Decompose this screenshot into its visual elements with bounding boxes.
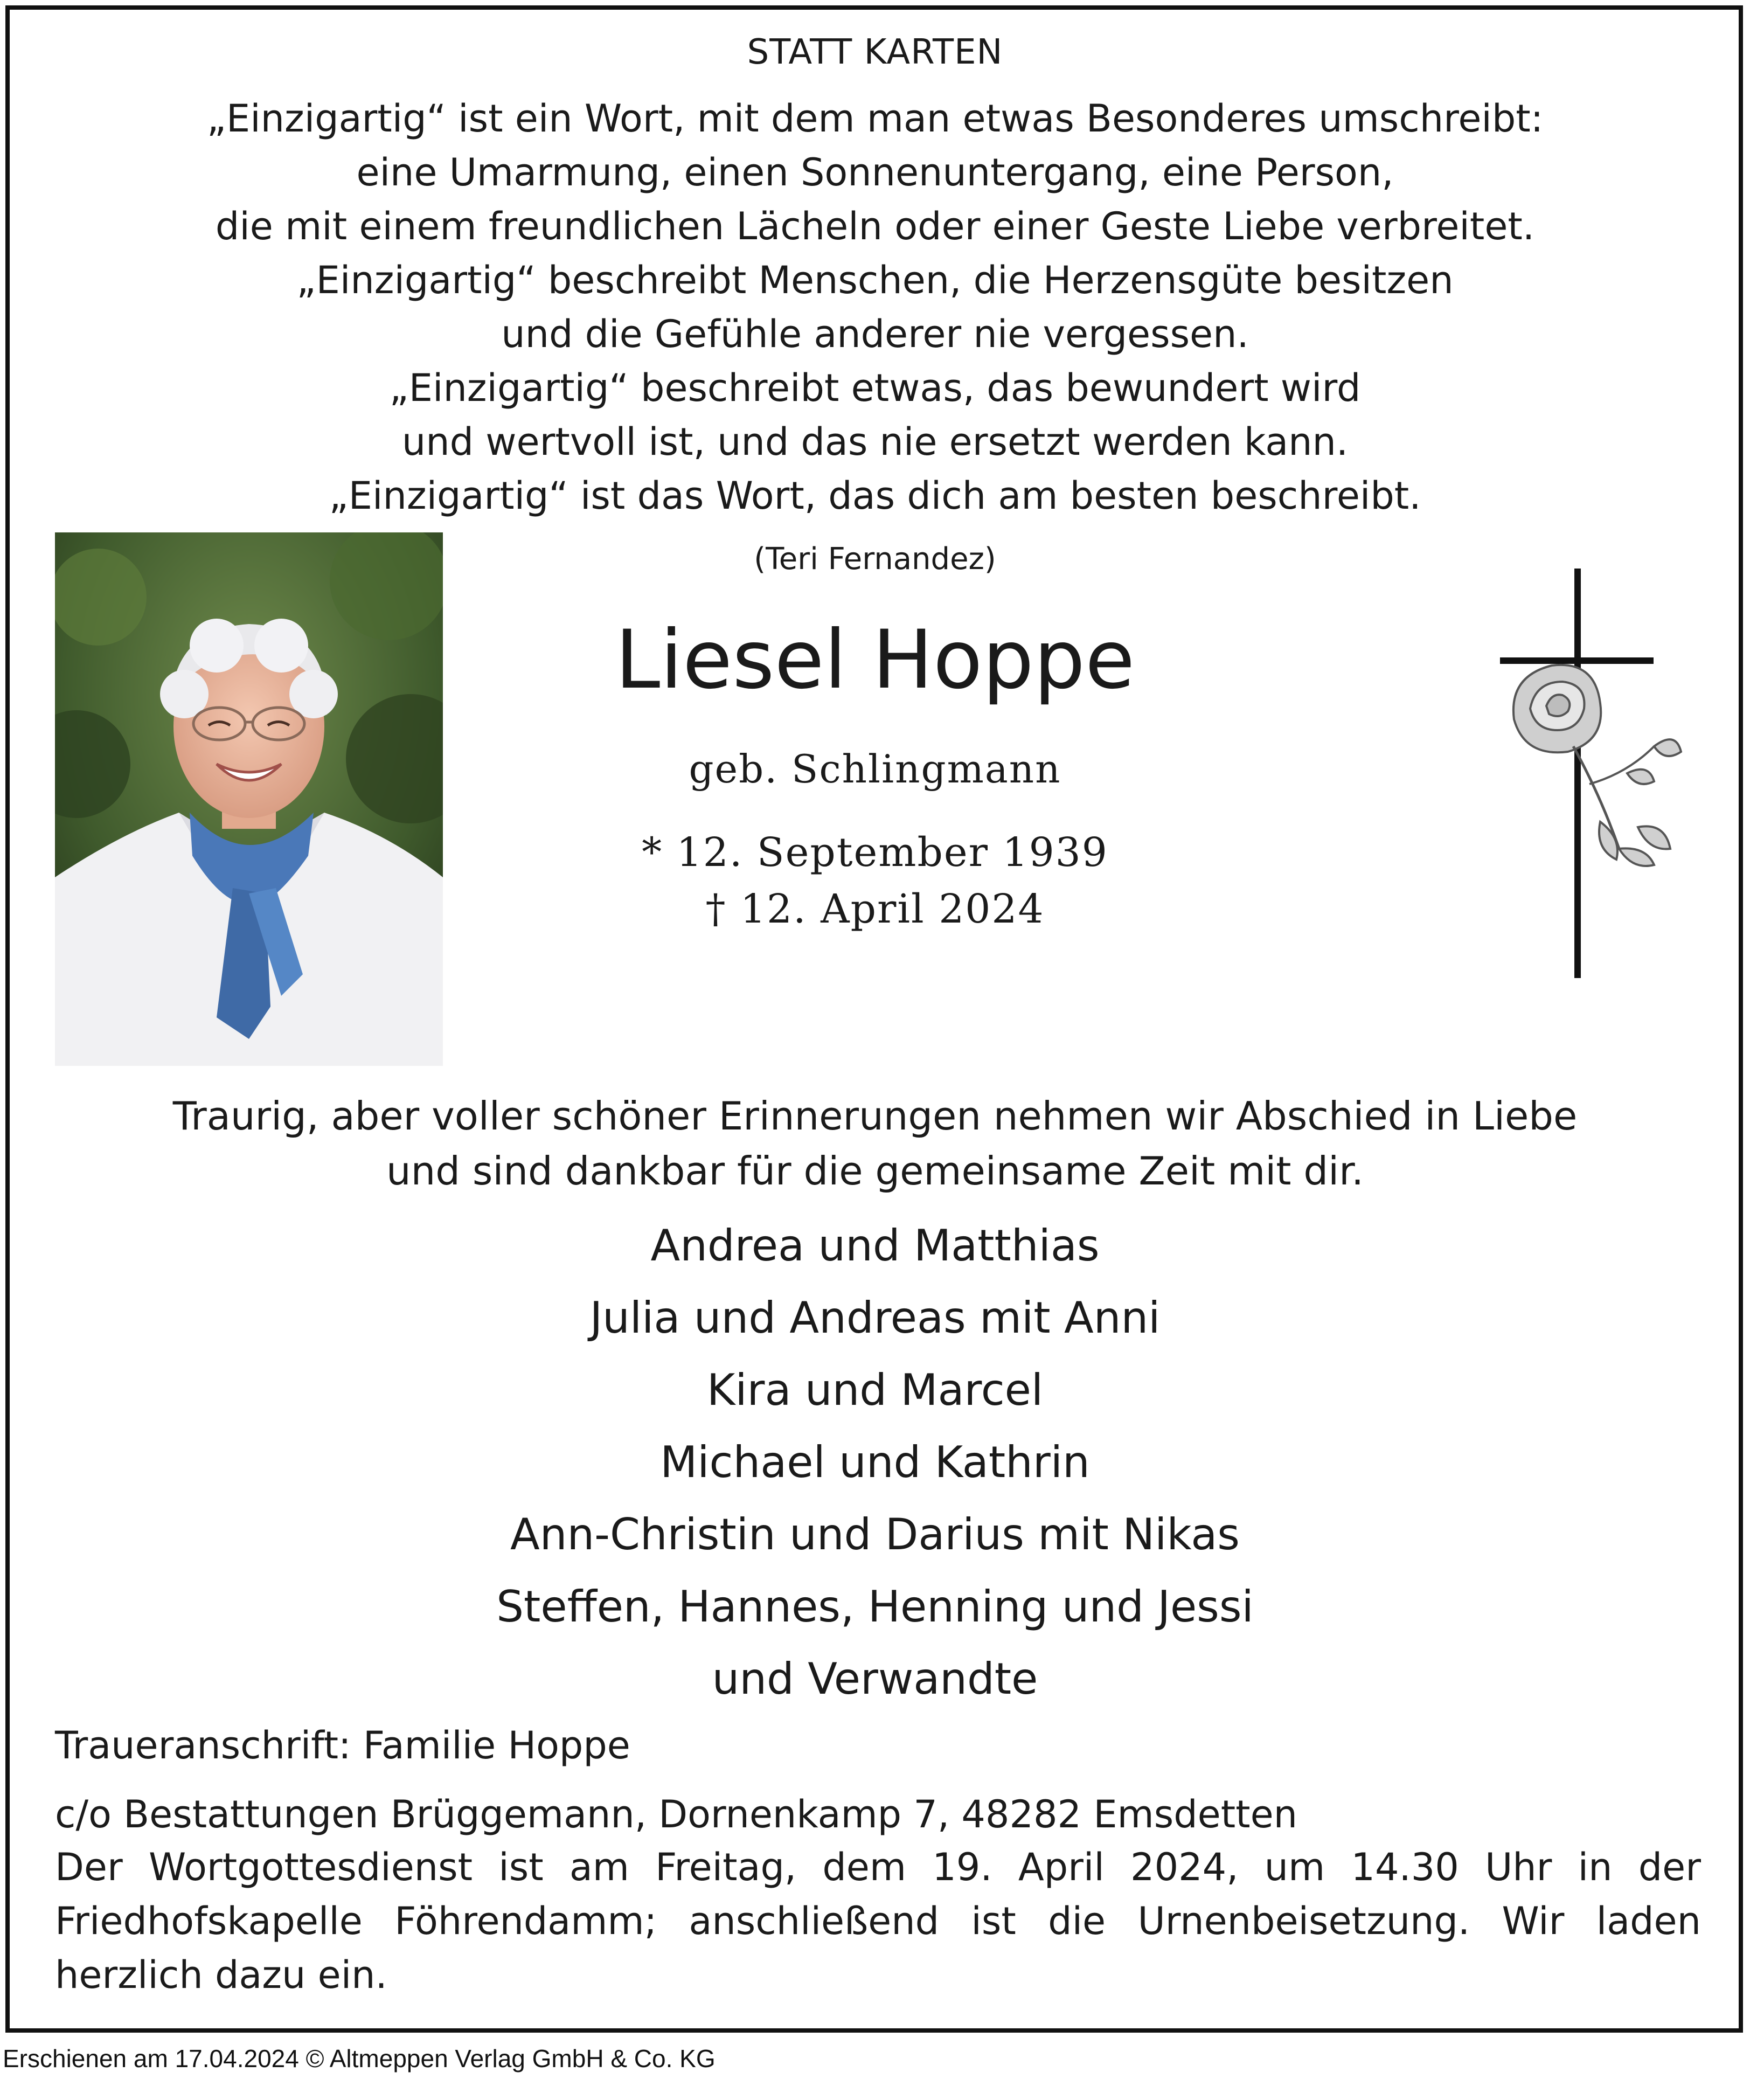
mourner: Andrea und Matthias — [650, 1221, 1100, 1271]
mourner: und Verwandte — [712, 1654, 1038, 1704]
farewell-text — [0, 1089, 1750, 1198]
mourning-address — [55, 1711, 1297, 1849]
poem-line: und wertvoll ist, und das nie ersetzt werden kann. — [401, 420, 1349, 464]
poem-line: eine Umarmung, einen Sonnenuntergang, eine Person, — [356, 150, 1394, 195]
birth-date: * 12. September 1939 — [642, 829, 1108, 876]
poem-line: die mit einem freundlichen Lächeln oder einer Geste Liebe verbreitet. — [215, 204, 1535, 248]
cross-icon — [1492, 569, 1697, 986]
poem-line: und die Gefühle anderer nie vergessen. — [501, 312, 1249, 356]
poem-author: (Teri Fernandez) — [754, 542, 996, 577]
poem-line: „Einzigartig“ beschreibt Menschen, die Herzensgüte besitzen — [296, 258, 1454, 302]
poem-line: „Einzigartig“ beschreibt etwas, das bewundert wird — [389, 366, 1361, 410]
deceased-name: Liesel Hoppe — [615, 613, 1135, 707]
farewell-line: Traurig, aber voller schöner Erinnerungen nehmen wir Abschied in Liebe — [172, 1093, 1578, 1139]
death-date: † 12. April 2024 — [705, 886, 1045, 932]
mourner: Michael und Kathrin — [660, 1437, 1090, 1487]
life-dates — [0, 824, 1750, 938]
service-details: Der Wortgottesdienst ist am Freitag, dem 19. April 2024, um 14.30 Uhr in der Friedhofskapelle Föhrendamm; anschließend ist die Urnenbeisetzung. Wir laden herzlich dazu ein. — [55, 1845, 1701, 1997]
poem-line: „Einzigartig“ ist das Wort, das dich am besten beschreibt. — [329, 474, 1421, 518]
mourner: Julia und Andreas mit Anni — [589, 1293, 1161, 1343]
mourner: Ann-Christin und Darius mit Nikas — [510, 1509, 1240, 1560]
cross-with-rose-icon — [1492, 569, 1697, 986]
poem — [0, 92, 1750, 523]
mourner: Kira und Marcel — [706, 1365, 1044, 1415]
farewell-line: und sind dankbar für die gemeinsame Zeit mit dir. — [386, 1148, 1364, 1194]
maiden-name: geb. Schlingmann — [689, 746, 1061, 792]
address-line: c/o Bestattungen Brüggemann, Dornenkamp 7, 48282 Emsdetten — [55, 1792, 1298, 1836]
mourner: Steffen, Hannes, Henning und Jessi — [496, 1582, 1254, 1632]
rose-icon — [1513, 665, 1681, 866]
address-line: Traueranschrift: Familie Hoppe — [55, 1723, 630, 1768]
mourners-list — [0, 1210, 1750, 1715]
header-statt-karten: STATT KARTEN — [747, 32, 1003, 72]
publication-footer: Erschienen am 17.04.2024 © Altmeppen Verlag GmbH & Co. KG — [3, 2044, 716, 2073]
poem-line: „Einzigartig“ ist ein Wort, mit dem man etwas Besonderes umschreibt: — [206, 96, 1544, 141]
